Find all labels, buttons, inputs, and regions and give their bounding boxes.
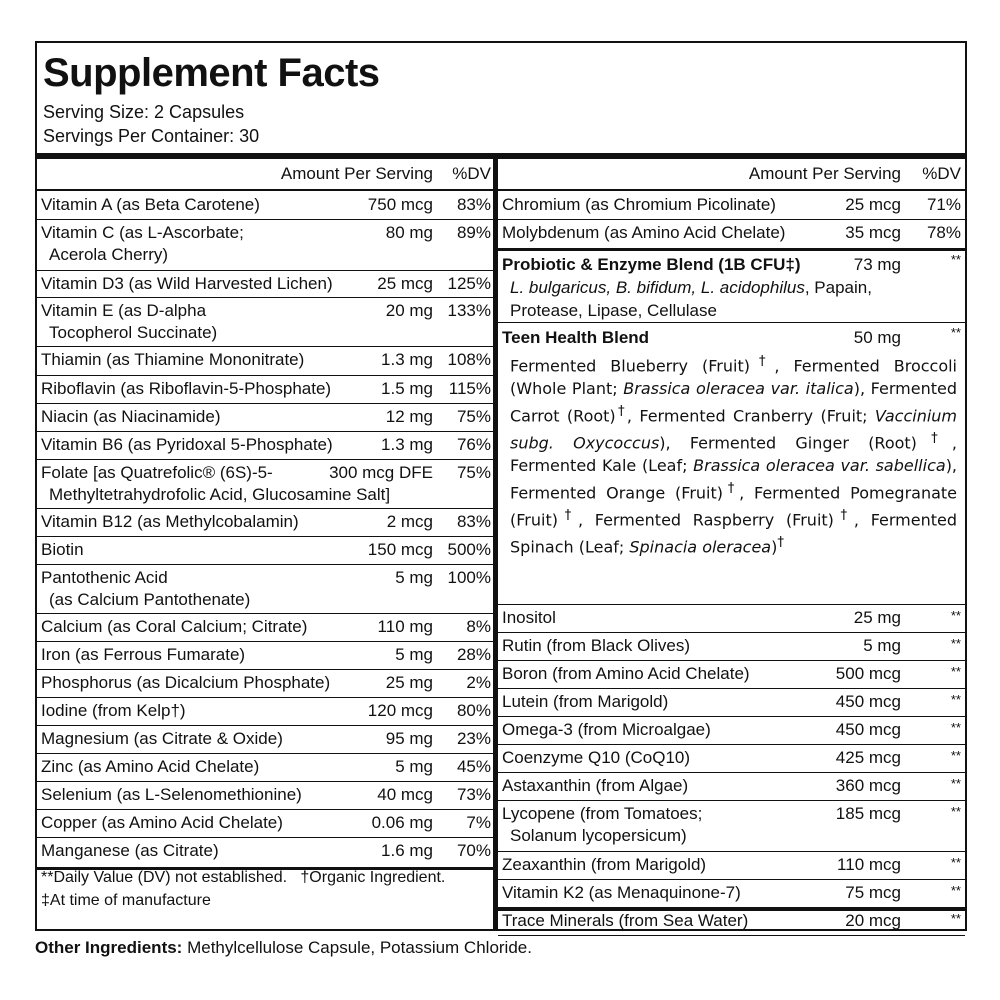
teen-blend-ingredients bbox=[510, 351, 957, 559]
nutrient-row bbox=[498, 688, 965, 717]
nutrient-row bbox=[498, 800, 965, 852]
nutrient-name: Iron (as Ferrous Fumarate) bbox=[41, 645, 246, 664]
ing-ginger: ), Fermented Ginger (Root) bbox=[659, 433, 917, 453]
nutrient-row bbox=[498, 632, 965, 661]
left-column-header bbox=[37, 159, 493, 191]
nutrient-amount: 150 mcg bbox=[367, 540, 433, 559]
nutrient-amount: 750 mcg bbox=[367, 195, 433, 214]
nutrient-name: Pantothenic Acid bbox=[41, 568, 168, 587]
teen-health-blend bbox=[498, 322, 965, 605]
other-ingredients-text: Methylcellulose Capsule, Potassium Chloride. bbox=[182, 938, 532, 957]
ing-broccoli: , Fermented Broccoli (Whole Plant; bbox=[510, 356, 958, 399]
ing-kale: , Fermented Kale (Leaf; bbox=[510, 433, 957, 475]
nutrient-amount: 75 mcg bbox=[845, 883, 901, 902]
nutrient-row bbox=[498, 744, 965, 773]
nutrient-name: Vitamin A (as Beta Carotene) bbox=[41, 195, 260, 214]
nutrient-name: Inositol bbox=[502, 608, 556, 627]
nutrient-amount: 40 mcg bbox=[377, 785, 433, 804]
ing-raspberry: , Fermented Raspberry (Fruit) bbox=[577, 509, 834, 529]
probiotic-enzymes-2: Protease, Lipase, Cellulase bbox=[510, 300, 717, 320]
nutrient-name: Boron (from Amino Acid Chelate) bbox=[502, 664, 750, 683]
nutrient-amount: 425 mcg bbox=[835, 748, 901, 767]
panel-header bbox=[37, 43, 965, 153]
nutrient-dv: 108% bbox=[447, 350, 491, 369]
nutrient-dv: 28% bbox=[456, 645, 491, 664]
nutrient-row bbox=[498, 219, 965, 251]
nutrient-name: Lycopene (from Tomatoes; bbox=[502, 804, 703, 823]
nutrient-amount: 5 mg bbox=[863, 636, 901, 655]
teen-blend-dv: ** bbox=[950, 325, 961, 340]
nutrient-dv: 8% bbox=[466, 617, 491, 636]
nutrient-name: Vitamin B6 (as Pyridoxal 5-Phosphate) bbox=[41, 435, 333, 454]
nutrient-name: Vitamin D3 (as Wild Harvested Lichen) bbox=[41, 274, 333, 293]
teen-blend-amount: 50 mg bbox=[853, 328, 901, 347]
nutrient-dv: 7% bbox=[466, 813, 491, 832]
nutrient-name: Rutin (from Black Olives) bbox=[502, 636, 690, 655]
dagger: † bbox=[749, 354, 775, 369]
nutrient-name: Vitamin K2 (as Menaquinone-7) bbox=[502, 883, 741, 902]
nutrient-name: Niacin (as Niacinamide) bbox=[41, 407, 221, 426]
nutrient-dv: ** bbox=[950, 804, 961, 819]
nutrient-amount: 20 mg bbox=[385, 301, 433, 320]
nutrient-amount: 5 mg bbox=[395, 645, 433, 664]
nutrient-amount: 5 mg bbox=[395, 757, 433, 776]
nutrient-amount: 1.6 mg bbox=[381, 841, 433, 860]
nutrient-row bbox=[37, 191, 493, 220]
nutrient-row bbox=[37, 297, 493, 347]
nutrient-amount: 1.5 mg bbox=[381, 379, 433, 398]
nutrient-dv: 78% bbox=[926, 223, 961, 242]
nutrient-row bbox=[498, 879, 965, 908]
nutrient-dv: ** bbox=[950, 692, 961, 707]
nutrient-dv: ** bbox=[950, 664, 961, 679]
right-column-header bbox=[498, 159, 965, 191]
nutrient-row bbox=[37, 837, 493, 870]
nutrient-dv: 2% bbox=[466, 673, 491, 692]
nutrient-row bbox=[498, 772, 965, 801]
ing-kale-latin: Brassica oleracea var. sabellica bbox=[693, 455, 946, 475]
dagger: † bbox=[615, 403, 627, 419]
nutrient-row bbox=[37, 669, 493, 698]
nutrient-dv: 45% bbox=[456, 757, 491, 776]
nutrient-name: Zinc (as Amino Acid Chelate) bbox=[41, 757, 260, 776]
nutrient-dv: 75% bbox=[456, 407, 491, 426]
nutrient-amount: 1.3 mg bbox=[381, 435, 433, 454]
dagger: † bbox=[557, 507, 578, 523]
nutrient-row bbox=[37, 781, 493, 810]
ing-blueberry: Fermented Blueberry (Fruit) bbox=[510, 356, 750, 376]
nutrient-amount: 110 mg bbox=[377, 617, 433, 636]
other-ingredients bbox=[35, 936, 532, 960]
left-column bbox=[37, 159, 493, 929]
nutrient-row bbox=[37, 536, 493, 565]
probiotic-blend-title: Probiotic & Enzyme Blend (1B CFU‡) bbox=[502, 255, 801, 274]
nutrient-dv: 83% bbox=[456, 195, 491, 214]
dagger: † bbox=[833, 507, 854, 523]
nutrient-row bbox=[37, 725, 493, 754]
ing-orange: ), Fermented Orange (Fruit) bbox=[510, 455, 958, 502]
probiotic-blend-dv: ** bbox=[950, 252, 961, 267]
nutrient-dv: 76% bbox=[456, 435, 491, 454]
footnote-organic: †Organic Ingredient. bbox=[300, 869, 446, 886]
nutrient-name: Vitamin E (as D-alpha bbox=[41, 301, 207, 320]
nutrient-row bbox=[37, 375, 493, 404]
footnote-line-1 bbox=[41, 867, 445, 889]
nutrient-dv: 73% bbox=[456, 785, 491, 804]
dagger: † bbox=[916, 430, 952, 446]
nutrient-amount: 35 mcg bbox=[845, 223, 901, 242]
right-column bbox=[498, 159, 965, 929]
nutrient-name-cont: Solanum lycopersicum) bbox=[510, 826, 687, 845]
nutrient-amount: 110 mcg bbox=[837, 855, 901, 874]
servings-per-container: Servings Per Container: 30 bbox=[43, 126, 260, 146]
nutrient-dv: 71% bbox=[926, 195, 961, 214]
dagger: † bbox=[777, 534, 785, 550]
nutrient-amount: 95 mg bbox=[385, 729, 433, 748]
nutrient-amount: 1.3 mg bbox=[381, 350, 433, 369]
nutrient-name: Zeaxanthin (from Marigold) bbox=[502, 855, 707, 874]
ing-pomegranate: , Fermented Pomegranate (Fruit) bbox=[510, 482, 958, 529]
ing-spinach: , Fermented Spinach (Leaf; bbox=[510, 509, 958, 556]
nutrient-name: Iodine (from Kelp†) bbox=[41, 701, 186, 720]
nutrient-name: Calcium (as Coral Calcium; Citrate) bbox=[41, 617, 308, 636]
nutrient-amount: 80 mg bbox=[385, 223, 433, 242]
footnote-line-2: ‡At time of manufacture bbox=[41, 892, 211, 909]
ing-close: ) bbox=[771, 536, 778, 556]
nutrient-dv: 500% bbox=[447, 540, 491, 559]
nutrient-name: Chromium (as Chromium Picolinate) bbox=[502, 195, 776, 214]
amount-header: Amount Per Serving bbox=[748, 164, 901, 183]
dv-header: %DV bbox=[922, 164, 961, 183]
nutrient-name: Biotin bbox=[41, 540, 84, 559]
nutrient-dv: 133% bbox=[447, 301, 491, 320]
teen-blend-title: Teen Health Blend bbox=[502, 328, 650, 347]
nutrient-row bbox=[498, 660, 965, 689]
nutrient-amount: 25 mcg bbox=[377, 274, 433, 293]
nutrient-dv: 115% bbox=[448, 379, 491, 398]
nutrient-name-cont: (as Calcium Pantothenate) bbox=[49, 590, 251, 609]
nutrient-amount: 300 mcg DFE bbox=[329, 463, 433, 482]
ing-cranberry-latin: Vaccinium subg. Oxycoccus bbox=[510, 406, 957, 453]
nutrient-row bbox=[37, 346, 493, 376]
nutrient-row bbox=[37, 431, 493, 460]
nutrient-row bbox=[37, 613, 493, 642]
nutrient-name: Omega-3 (from Microalgae) bbox=[502, 720, 711, 739]
nutrient-name: Coenzyme Q10 (CoQ10) bbox=[502, 748, 691, 767]
nutrient-name: Lutein (from Marigold) bbox=[502, 692, 669, 711]
nutrient-amount: 12 mg bbox=[385, 407, 433, 426]
nutrient-row bbox=[37, 753, 493, 782]
nutrient-name: Trace Minerals (from Sea Water) bbox=[502, 911, 749, 930]
nutrient-row bbox=[37, 564, 493, 614]
nutrient-row bbox=[37, 508, 493, 537]
ing-broccoli-latin: Brassica oleracea var. italica bbox=[623, 379, 854, 399]
nutrient-dv: ** bbox=[950, 636, 961, 651]
nutrient-dv: 80% bbox=[456, 701, 491, 720]
nutrient-amount: 20 mcg bbox=[845, 911, 901, 930]
probiotic-blend-amount: 73 mg bbox=[853, 255, 901, 274]
nutrient-dv: ** bbox=[950, 608, 961, 623]
nutrient-amount: 500 mcg bbox=[835, 664, 901, 683]
ing-cranberry: , Fermented Cranberry (Fruit; bbox=[626, 406, 875, 426]
ing-carrot: ), Fermented Carrot (Root) bbox=[510, 379, 957, 426]
nutrient-name-cont: Methyltetrahydrofolic Acid, Glucosamine Salt] bbox=[49, 485, 391, 504]
nutrient-amount: 185 mcg bbox=[835, 804, 901, 823]
nutrient-row bbox=[37, 641, 493, 670]
nutrient-name: Phosphorus (as Dicalcium Phosphate) bbox=[41, 673, 331, 692]
nutrient-row bbox=[37, 270, 493, 298]
nutrient-name: Copper (as Amino Acid Chelate) bbox=[41, 813, 283, 832]
serving-size: Serving Size: 2 Capsules bbox=[43, 102, 245, 122]
nutrient-name: Manganese (as Citrate) bbox=[41, 841, 219, 860]
nutrient-dv: 83% bbox=[456, 512, 491, 531]
nutrient-row bbox=[37, 459, 493, 509]
nutrient-amount: 360 mcg bbox=[835, 776, 901, 795]
nutrient-dv: ** bbox=[950, 855, 961, 870]
nutrient-amount: 25 mcg bbox=[845, 195, 901, 214]
probiotic-blend-ingredients bbox=[510, 277, 957, 322]
probiotic-blend bbox=[498, 248, 965, 323]
nutrient-name: Thiamin (as Thiamine Mononitrate) bbox=[41, 350, 305, 369]
nutrient-dv: ** bbox=[950, 911, 961, 926]
nutrient-row bbox=[37, 219, 493, 271]
nutrient-row bbox=[498, 604, 965, 633]
probiotic-enzymes-1: , Papain, bbox=[804, 278, 872, 297]
nutrient-dv: 70% bbox=[456, 841, 491, 860]
nutrient-name: Astaxanthin (from Algae) bbox=[502, 776, 689, 795]
nutrient-row bbox=[498, 907, 965, 936]
nutrient-amount: 450 mcg bbox=[835, 720, 901, 739]
nutrient-dv: ** bbox=[950, 720, 961, 735]
nutrient-row bbox=[498, 851, 965, 880]
other-ingredients-label: Other Ingredients: bbox=[35, 938, 183, 957]
supplement-facts-panel bbox=[35, 41, 967, 931]
right-column-end-rule bbox=[498, 908, 965, 911]
nutrient-dv: ** bbox=[950, 776, 961, 791]
footnote-dv: **Daily Value (DV) not established. bbox=[41, 869, 288, 886]
nutrient-row bbox=[498, 191, 965, 220]
nutrient-name: Vitamin B12 (as Methylcobalamin) bbox=[41, 512, 299, 531]
nutrient-dv: 125% bbox=[447, 274, 491, 293]
nutrient-dv: 23% bbox=[456, 729, 491, 748]
nutrient-row bbox=[498, 716, 965, 745]
nutrient-name: Molybdenum (as Amino Acid Chelate) bbox=[502, 223, 786, 242]
nutrient-name: Riboflavin (as Riboflavin-5-Phosphate) bbox=[41, 379, 332, 398]
panel-title: Supplement Facts bbox=[43, 51, 380, 95]
nutrient-dv: ** bbox=[950, 883, 961, 898]
nutrient-row bbox=[37, 697, 493, 726]
nutrient-amount: 450 mcg bbox=[835, 692, 901, 711]
nutrient-name: Vitamin C (as L-Ascorbate; bbox=[41, 223, 244, 242]
nutrient-amount: 0.06 mg bbox=[371, 813, 433, 832]
nutrient-name: Folate [as Quatrefolic® (6S)-5- bbox=[41, 463, 273, 482]
dagger: † bbox=[723, 480, 740, 496]
nutrient-dv: ** bbox=[950, 748, 961, 763]
probiotic-strains: L. bulgaricus, B. bifidum, L. acidophilus bbox=[510, 278, 805, 297]
nutrient-row bbox=[37, 809, 493, 838]
nutrient-dv: 89% bbox=[456, 223, 491, 242]
nutrient-name-cont: Tocopherol Succinate) bbox=[49, 323, 218, 342]
nutrient-amount: 5 mg bbox=[395, 568, 433, 587]
nutrient-name-cont: Acerola Cherry) bbox=[49, 245, 169, 264]
nutrient-amount: 2 mcg bbox=[386, 512, 433, 531]
nutrient-dv: 75% bbox=[456, 463, 491, 482]
nutrient-dv: 100% bbox=[447, 568, 491, 587]
amount-header: Amount Per Serving bbox=[280, 164, 433, 183]
nutrient-row bbox=[37, 403, 493, 432]
nutrient-name: Magnesium (as Citrate & Oxide) bbox=[41, 729, 283, 748]
nutrient-amount: 25 mg bbox=[385, 673, 433, 692]
nutrient-name: Selenium (as L-Selenomethionine) bbox=[41, 785, 302, 804]
nutrient-amount: 25 mg bbox=[853, 608, 901, 627]
dv-header: %DV bbox=[452, 164, 491, 183]
nutrient-amount: 120 mcg bbox=[367, 701, 433, 720]
ing-spinach-latin: Spinacia oleracea bbox=[629, 536, 772, 556]
